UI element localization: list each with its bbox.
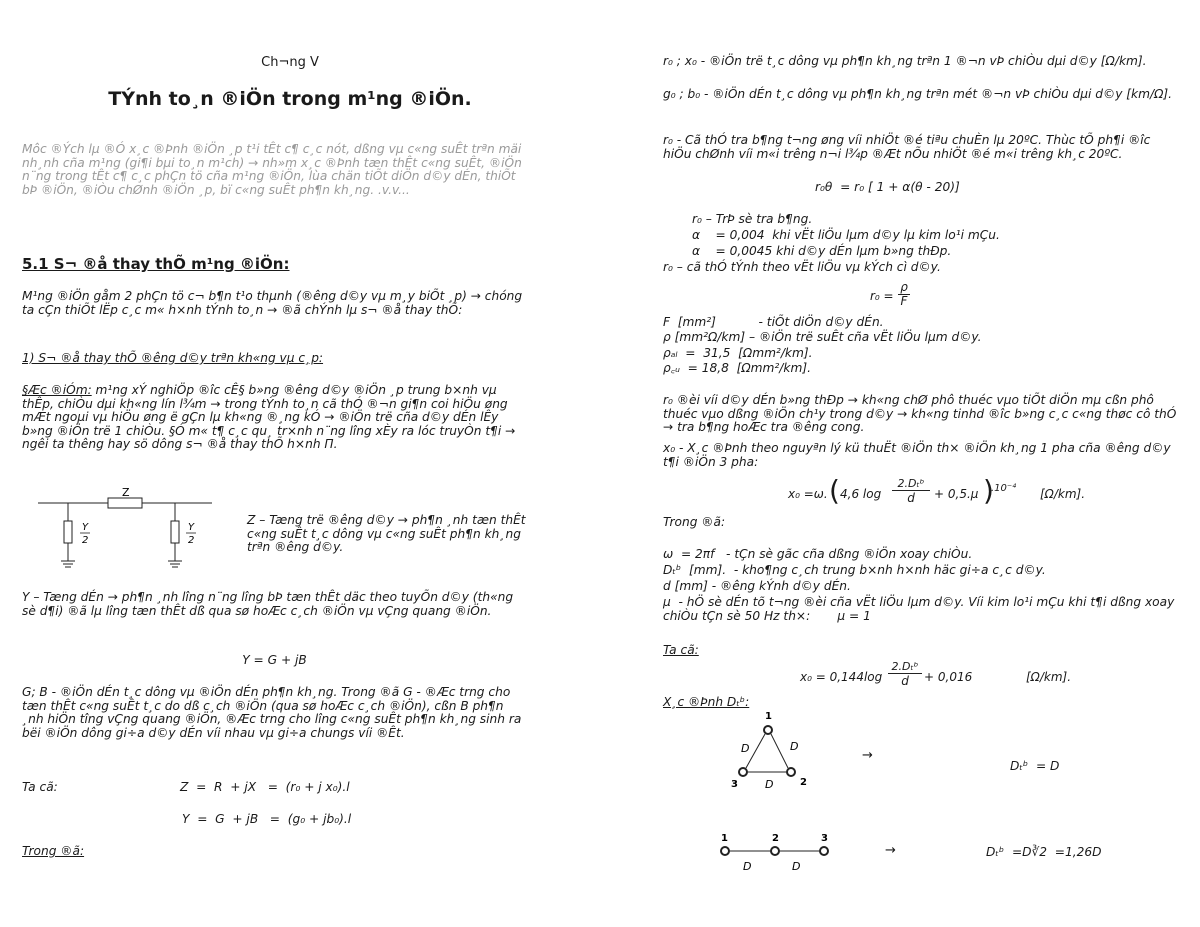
equation-y: Y = G + jB xyxy=(242,653,307,667)
intro-paragraph: Môc ®Ých lµ ®Ó x¸c ®Þnh ®iÖn ¸p t¹i tÊt c¶ c¸c nót, dßng vµ c«ng suÊt trªn mäi nh¸nh cña m¹ng (gi¶i bµi to¸n m¹ch) → nh»m x¸c ®Þnh tæn thÊt c«ng suÊt, ®iÖn n¨ng trong tÊt c¶ c¸c phÇn tö cña m¹ng ®iÖn, lùa chän tiÕt diÖn d©y dÉn, thiÕt bÞ ®iÖn, ®iÒu chØnh ®iÖn ¸p, bï c«ng suÊt ph¶n kh¸ng. .v.v... xyxy=(22,142,522,197)
section-heading: 5.1 S¬ ®å thay thÕ m¹ng ®iÖn: xyxy=(22,255,290,273)
x0b-tail: + 0,016 xyxy=(924,670,973,684)
rho-eq-lhs: r₀ = xyxy=(870,289,894,303)
pi-circuit-diagram xyxy=(30,483,230,578)
dtb-definition: Dₜᵇ [mm]. - kho¶ng c¸ch trung b×nh h×nh häc gi÷a c¸c d©y. xyxy=(663,563,1046,577)
conductor-1 xyxy=(764,726,772,734)
omega-definition: ω = 2πf - tÇn sè gãc cña dßng ®iÖn xoay chiÒu. xyxy=(663,547,973,561)
conductor-2 xyxy=(787,768,795,776)
impedance-z-symbol xyxy=(108,498,142,508)
alpha-steel: α = 0,0045 khi d©y dÉn lµm b»ng thÐp. xyxy=(692,244,952,258)
x0b-unit: [Ω/km]. xyxy=(1026,670,1072,684)
tri-d-right: D xyxy=(790,740,799,753)
paragraph-components: M¹ng ®iÖn gåm 2 phÇn tö c¬ b¶n t¹o thµnh (®êng d©y vµ m¸y biÕt ¸p) → chóng ta cÇn thiÕt lËp c¸c m« h×nh tÝnh to¸n → ®ã chÝnh lµ s¬ ®å thay thÕ: xyxy=(22,289,523,317)
arrow-triangle: → xyxy=(862,748,873,763)
conductor-lin-3 xyxy=(820,847,828,855)
tri-d-left: D xyxy=(741,742,750,755)
x0-tail: + 0,5.μ xyxy=(934,487,979,501)
equation-y-line: Y = G + jB = (g₀ + jb₀).l xyxy=(182,812,352,826)
admittance-right-symbol xyxy=(171,521,179,543)
x0b-den: d xyxy=(901,674,909,688)
z-description: Z – Tæng trë ®êng d©y → ph¶n ¸nh tæn thÊt c«ng suÊt t¸c dông vµ c«ng suÊt ph¶n kh¸ng trªn ®êng d©y. xyxy=(247,513,526,555)
tri-label-2: 2 xyxy=(800,777,807,788)
equation-z: Z = R + jX = (r₀ + j x₀).l xyxy=(180,780,350,794)
rho-eq-num: ρ xyxy=(898,281,910,295)
r0-table-def: r₀ – TrÞ sè tra b¶ng. xyxy=(692,212,813,226)
tri-label-1: 1 xyxy=(765,711,772,722)
x0-exp: .10⁻⁴ xyxy=(991,483,1017,494)
taco-right: Ta cã: xyxy=(663,643,699,657)
x0-num: 2.Dₜᵇ xyxy=(892,478,930,491)
chapter-heading: Ch¬ng V xyxy=(261,55,319,70)
lin-d-1: D xyxy=(743,860,752,873)
x0-mid: 4,6 log xyxy=(840,487,882,501)
trongdo-right: Trong ®ã: xyxy=(663,515,726,529)
rho-aluminium: ρₐₗ = 31,5 [Ωmm²/km]. xyxy=(663,346,813,360)
page-title: TÝnh to¸n ®iÖn trong m¹ng ®iÖn. xyxy=(108,88,472,110)
equation-x0-simplified xyxy=(800,660,1180,692)
paren-left: ( xyxy=(829,474,840,507)
fig-2-right: 2 xyxy=(188,535,195,546)
x0-den: d xyxy=(907,491,915,505)
conductor-3 xyxy=(739,768,747,776)
x0-definition: x₀ - X¸c ®Þnh theo nguyªn lý kü thuËt ®iÖn th× ®iÖn kh¸ng 1 pha cña ®êng d©y t¶i ®iÖn 3 pha: xyxy=(663,441,1171,469)
linear-conductor-diagram xyxy=(712,830,842,875)
x0-unit: [Ω/km]. xyxy=(1040,487,1086,501)
r0-table-paragraph: r₀ - Cã thÓ tra b¶ng t¬ng øng víi nhiÖt ®é tiªu chuÈn lµ 20ºC. Thùc tÕ ph¶i ®îc hiÖu chØnh víi m«i trêng n¬i l¾p ®Æt nÕu nhiÖt ®é m«i trêng kh¸c 20ºC. xyxy=(663,133,1151,161)
tri-d-bottom: D xyxy=(765,778,774,791)
equation-x0-full xyxy=(788,476,1178,512)
conductor-lin-2 xyxy=(771,847,779,855)
equation-r0-theta: r₀θ = r₀ [ 1 + α(θ - 20)] xyxy=(815,180,960,194)
y-description: Y – Tæng dÉn → ph¶n ¸nh lîng n¨ng lîng bÞ tæn thÊt däc theo tuyÕn d©y (th«ng sè d¶i) ®ã lµ lîng tæn thÊt dß qua sø hoÆc c¸ch ®iÖn vµ vÇng quang ®iÖn. xyxy=(22,590,514,618)
d-definition: d [mm] - ®êng kÝnh d©y dÉn. xyxy=(663,579,851,593)
r0-steel-paragraph: r₀ ®èi víi d©y dÉn b»ng thÐp → kh«ng chØ phô thuéc vµo tiÕt diÖn mµ cßn phô thuéc vµo dßng ®iÖn ch¹y trong d©y → kh«ng tinhd ®îc b»ng c¸c c«ng thøc cô thÓ → tra b¶ng hoÆc tra ®êng cong. xyxy=(663,393,1177,435)
x0-lhs: x₀ =ω. xyxy=(788,487,828,501)
trongdo-left: Trong ®ã: xyxy=(22,844,85,858)
lin-label-2: 2 xyxy=(772,833,779,844)
dtb-equation-linear: Dₜᵇ =D∛2 =1,26D xyxy=(986,845,1102,859)
conductor-lin-1 xyxy=(721,847,729,855)
tri-label-3: 3 xyxy=(731,779,738,790)
rho-copper: ρ꜀ᵤ = 18,8 [Ωmm²/km]. xyxy=(663,361,811,375)
paragraph-characteristics xyxy=(22,384,527,452)
paren-right: ) xyxy=(983,474,994,507)
xacdinh-dtb: X¸c ®Þnh Dₜᵇ: xyxy=(663,695,750,709)
rho-definition: ρ [mm²Ω/km] – ®iÖn trë suÊt cña vËt liÖu lµm d©y. xyxy=(663,330,982,344)
characteristics-label: §Æc ®iÓm: xyxy=(22,383,92,397)
fig-2-left: 2 xyxy=(82,535,89,546)
fig-y-right: Y xyxy=(188,522,195,533)
r0-calc-def: r₀ – cã thÓ tÝnh theo vËt liÖu vµ kÝch cì d©y. xyxy=(663,260,941,274)
fig-z-label: Z xyxy=(122,486,130,499)
alpha-color-metal: α = 0,004 khi vËt liÖu lµm d©y lµ kim lo¹i mÇu. xyxy=(692,228,1000,242)
f-definition: F [mm²] - tiÕt diÖn d©y dÉn. xyxy=(663,315,884,329)
g0-b0-definition: g₀ ; b₀ - ®iÖn dÉn t¸c dông vµ ph¶n kh¸ng trªn mét ®¬n vÞ chiÒu dµi d©y [km/Ω]. xyxy=(663,87,1173,101)
arrow-linear: → xyxy=(885,843,896,858)
fig-y-left: Y xyxy=(82,522,89,533)
gb-description: G; B - ®iÖn dÉn t¸c dông vµ ®iÖn dÉn ph¶n kh¸ng. Trong ®ã G - ®Æc trng cho tæn thÊt c«ng suÊt t¸c do dß c¸ch ®iÖn (qua sø hoÆc c¸ch ®iÖn), cßn B ph¶n ¸nh hiÖn tîng vÇng quang ®iÖn, ®Æc trng cho lîng c«ng suÊt ph¶n kh¸ng sinh ra bëi ®iÖn dông gi÷a d©y dÉn víi nhau vµ gi÷a chungs víi ®Êt. xyxy=(22,685,522,740)
triangle-conductor-diagram xyxy=(725,706,815,792)
characteristics-text: m¹ng xÝ nghiÖp ®îc cÊ§ b»ng ®êng d©y ®iÖn ¸p trung b×nh vµ thÊp, chiÒu dµi kh«ng lín l¾m → trong tÝnh to¸n cã thÓ ®¬n gi¶n coi hiÖu øng mÆt ngoµi vµ hiÖu øng ë gÇn lµ kh«ng ®¸ng kÓ → ®iÖn trë cña d©y dÉn lÊy b»ng ®iÖn trë 1 chiÒu. §Ó m« t¶ c¸c qu¸ tr×nh n¨ng lîng xÈy ra lóc truyÒn t¶i → ngêi ta thêng hay sö dông s¬ ®å thay thÕ h×nh Π. xyxy=(22,383,516,452)
subheading-overhead-line: 1) S¬ ®å thay thÕ ®êng d©y trªn kh«ng vµ c¸p: xyxy=(22,351,324,365)
r0-x0-definition: r₀ ; x₀ - ®iÖn trë t¸c dông vµ ph¶n kh¸ng trªn 1 ®¬n vÞ chiÒu dµi d©y [Ω/km]. xyxy=(663,54,1147,68)
admittance-left-symbol xyxy=(64,521,72,543)
x0b-num: 2.Dₜᵇ xyxy=(888,661,922,674)
dtb-equation-triangle: Dₜᵇ = D xyxy=(1010,759,1060,773)
lin-d-2: D xyxy=(792,860,801,873)
mu-definition: μ - hÖ sè dÉn tõ t¬ng ®èi cña vËt liÖu lµm d©y. Víi kim lo¹i mÇu khi t¶i dßng xoay chiÒu tÇn sè 50 Hz th×: μ = 1 xyxy=(663,595,1179,623)
lin-label-1: 1 xyxy=(721,833,728,844)
lin-label-3: 3 xyxy=(821,833,828,844)
taco-left: Ta cã: xyxy=(22,780,58,794)
x0b-lhs: x₀ = 0,144log xyxy=(800,670,883,684)
rho-eq-den: F xyxy=(900,294,908,308)
